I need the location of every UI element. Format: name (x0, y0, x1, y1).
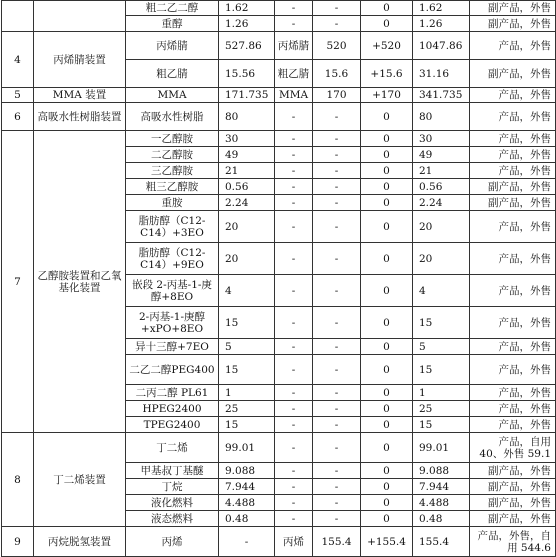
total-output: 99.01 (413, 433, 470, 463)
total-output: 4 (413, 275, 470, 307)
remark: 产品，外售 (470, 385, 556, 401)
current-output: 30 (219, 131, 275, 147)
product-name: 2-丙基-1-庚醇+xPO+8EO (126, 307, 219, 339)
current-output: 25 (219, 401, 275, 417)
new-product: 丙烯 (275, 527, 313, 557)
total-output: 20 (413, 211, 470, 243)
group-number: 9 (2, 527, 34, 557)
new-product: - (275, 147, 313, 163)
remark: 产品，外售 (470, 401, 556, 417)
total-output: 9.088 (413, 463, 470, 479)
total-output: 1 (413, 385, 470, 401)
new-product: - (275, 479, 313, 495)
new-output: 155.4 (313, 527, 361, 557)
current-output: 20 (219, 211, 275, 243)
current-output: 171.735 (219, 88, 275, 103)
total-output: 0.56 (413, 179, 470, 195)
current-output: 1.26 (219, 16, 275, 32)
remark: 产品，外售 (470, 32, 556, 60)
product-name: 二乙二醇PEG400 (126, 355, 219, 385)
product-name: 重醇 (126, 16, 219, 32)
total-output: 5 (413, 339, 470, 355)
change-value: 0 (361, 339, 413, 355)
remark: 副产品，外售 (470, 179, 556, 195)
total-output: 1.62 (413, 1, 470, 16)
table-row (2, 433, 556, 463)
table-row (2, 88, 556, 103)
product-name: 粗三乙醇胺 (126, 179, 219, 195)
product-name: MMA (126, 88, 219, 103)
remark: 产品，外售 (470, 339, 556, 355)
new-output: - (313, 179, 361, 195)
remark: 产品，外售 (470, 147, 556, 163)
table-row (2, 527, 556, 557)
product-name: 丁烷 (126, 479, 219, 495)
new-output: - (313, 103, 361, 131)
total-output: 15 (413, 417, 470, 433)
new-product: - (275, 163, 313, 179)
new-output: - (313, 495, 361, 511)
total-output: 0.48 (413, 511, 470, 527)
new-product: - (275, 243, 313, 275)
change-value: 0 (361, 211, 413, 243)
new-output: 170 (313, 88, 361, 103)
product-name: 二丙二醇 PL61 (126, 385, 219, 401)
current-output: 4.488 (219, 495, 275, 511)
new-output: - (313, 463, 361, 479)
remark: 产品，外售 (470, 163, 556, 179)
remark: 产品，外售 (470, 355, 556, 385)
new-product: - (275, 463, 313, 479)
new-output: - (313, 16, 361, 32)
new-product: - (275, 401, 313, 417)
new-product: - (275, 385, 313, 401)
total-output: 4.488 (413, 495, 470, 511)
remark: 副产品，外售 (470, 495, 556, 511)
current-output: 15.56 (219, 60, 275, 88)
total-output: 7.944 (413, 479, 470, 495)
new-product: - (275, 211, 313, 243)
current-output: 0.48 (219, 511, 275, 527)
table-row (2, 131, 556, 147)
product-name: 高吸水性树脂 (126, 103, 219, 131)
remark: 副产品，外售 (470, 16, 556, 32)
change-value: 0 (361, 275, 413, 307)
new-product: - (275, 355, 313, 385)
group-number: 4 (2, 32, 34, 88)
remark: 产品，自用 40、外售 59.1 (470, 433, 556, 463)
remark: 产品，外售 (470, 211, 556, 243)
change-value: 0 (361, 401, 413, 417)
current-output: 1 (219, 385, 275, 401)
product-name: 重胺 (126, 195, 219, 211)
product-name: 一乙醇胺 (126, 131, 219, 147)
change-value: 0 (361, 179, 413, 195)
current-output: 9.088 (219, 463, 275, 479)
total-output: 21 (413, 163, 470, 179)
change-value: 0 (361, 307, 413, 339)
total-output: 15 (413, 307, 470, 339)
change-value: 0 (361, 463, 413, 479)
new-output: - (313, 401, 361, 417)
new-output: - (313, 163, 361, 179)
product-name: TPEG2400 (126, 417, 219, 433)
remark: 产品，外售 (470, 243, 556, 275)
remark: 副产品，外售 (470, 511, 556, 527)
current-output: 21 (219, 163, 275, 179)
total-output: 20 (413, 243, 470, 275)
product-name: 脂肪醇（C12-C14）+9EO (126, 243, 219, 275)
new-output: - (313, 275, 361, 307)
product-name: 异十三醇+7EO (126, 339, 219, 355)
group-number: 7 (2, 131, 34, 433)
total-output: 25 (413, 401, 470, 417)
group-number: 6 (2, 103, 34, 131)
remark: 副产品，外售 (470, 60, 556, 88)
product-name: 嵌段 2-丙基-1-庚醇+8EO (126, 275, 219, 307)
current-output: 7.944 (219, 479, 275, 495)
product-name: HPEG2400 (126, 401, 219, 417)
total-output: 155.4 (413, 527, 470, 557)
remark: 副产品，外售 (470, 1, 556, 16)
new-product: - (275, 16, 313, 32)
table-row (2, 103, 556, 131)
new-output: - (313, 511, 361, 527)
current-output: 0.56 (219, 179, 275, 195)
current-output: 2.24 (219, 195, 275, 211)
cell-empty (34, 1, 126, 32)
total-output: 1.26 (413, 16, 470, 32)
change-value: 0 (361, 195, 413, 211)
current-output: 15 (219, 417, 275, 433)
total-output: 80 (413, 103, 470, 131)
change-value: +520 (361, 32, 413, 60)
product-name: 丙烯腈 (126, 32, 219, 60)
change-value: 0 (361, 495, 413, 511)
new-product: 丙烯腈 (275, 32, 313, 60)
new-product: - (275, 131, 313, 147)
change-value: 0 (361, 103, 413, 131)
current-output: 99.01 (219, 433, 275, 463)
change-value: 0 (361, 417, 413, 433)
change-value: 0 (361, 479, 413, 495)
remark: 产品，外售 (470, 103, 556, 131)
new-output: 520 (313, 32, 361, 60)
product-name: 脂肪醇（C12-C14）+3EO (126, 211, 219, 243)
new-product: - (275, 307, 313, 339)
current-output: 5 (219, 339, 275, 355)
new-output: - (313, 131, 361, 147)
group-number: 8 (2, 433, 34, 527)
new-output: - (313, 195, 361, 211)
product-name: 粗二乙二醇 (126, 1, 219, 16)
total-output: 2.24 (413, 195, 470, 211)
total-output: 30 (413, 131, 470, 147)
new-product: - (275, 433, 313, 463)
new-output: - (313, 479, 361, 495)
new-output: - (313, 147, 361, 163)
new-product: - (275, 495, 313, 511)
group-number: 5 (2, 88, 34, 103)
remark: 产品，外售 (470, 275, 556, 307)
new-output: - (313, 307, 361, 339)
new-product: - (275, 511, 313, 527)
current-output: 15 (219, 307, 275, 339)
product-name: 丙烯 (126, 527, 219, 557)
total-output: 49 (413, 147, 470, 163)
unit-name: 乙醇胺装置和乙氧基化装置 (34, 131, 126, 433)
remark: 产品，外售 (470, 307, 556, 339)
change-value: 0 (361, 131, 413, 147)
remark: 产品，外售 (470, 88, 556, 103)
cell-empty (2, 1, 34, 32)
total-output: 15 (413, 355, 470, 385)
current-output: - (219, 527, 275, 557)
current-output: 20 (219, 243, 275, 275)
remark: 副产品，外售 (470, 463, 556, 479)
current-output: 527.86 (219, 32, 275, 60)
table-row (2, 1, 556, 16)
unit-name: 丙烯腈装置 (34, 32, 126, 88)
change-value: 0 (361, 433, 413, 463)
change-value: 0 (361, 511, 413, 527)
new-output: - (313, 1, 361, 16)
product-name: 二乙醇胺 (126, 147, 219, 163)
change-value: +15.6 (361, 60, 413, 88)
new-product: - (275, 103, 313, 131)
new-output: - (313, 339, 361, 355)
unit-name: 丁二烯装置 (34, 433, 126, 527)
remark: 副产品，外售 (470, 195, 556, 211)
current-output: 4 (219, 275, 275, 307)
remark: 产品，外售 (470, 417, 556, 433)
new-output: - (313, 417, 361, 433)
new-output: 15.6 (313, 60, 361, 88)
current-output: 49 (219, 147, 275, 163)
new-product: - (275, 417, 313, 433)
product-name: 液化燃料 (126, 495, 219, 511)
change-value: 0 (361, 243, 413, 275)
unit-name: 丙烷脱氢装置 (34, 527, 126, 557)
total-output: 1047.86 (413, 32, 470, 60)
change-value: 0 (361, 355, 413, 385)
change-value: +155.4 (361, 527, 413, 557)
table-row (2, 32, 556, 60)
current-output: 80 (219, 103, 275, 131)
remark: 副产品，外售 (470, 479, 556, 495)
product-name: 丁二烯 (126, 433, 219, 463)
new-product: - (275, 1, 313, 16)
unit-name: 高吸水性树脂装置 (34, 103, 126, 131)
product-name: 甲基叔丁基醚 (126, 463, 219, 479)
change-value: 0 (361, 385, 413, 401)
product-name: 三乙醇胺 (126, 163, 219, 179)
new-output: - (313, 355, 361, 385)
product-table (1, 0, 556, 557)
product-name: 液态燃料 (126, 511, 219, 527)
new-product: MMA (275, 88, 313, 103)
current-output: 1.62 (219, 1, 275, 16)
new-product: - (275, 195, 313, 211)
change-value: +170 (361, 88, 413, 103)
new-product: - (275, 339, 313, 355)
change-value: 0 (361, 163, 413, 179)
new-output: - (313, 385, 361, 401)
remark: 产品，外售，自用 544.6 (470, 527, 556, 557)
change-value: 0 (361, 1, 413, 16)
change-value: 0 (361, 147, 413, 163)
remark: 产品，外售 (470, 131, 556, 147)
total-output: 341.735 (413, 88, 470, 103)
unit-name: MMA 装置 (34, 88, 126, 103)
current-output: 15 (219, 355, 275, 385)
new-product: - (275, 275, 313, 307)
new-output: - (313, 243, 361, 275)
new-product: - (275, 179, 313, 195)
change-value: 0 (361, 16, 413, 32)
new-product: 粗乙腈 (275, 60, 313, 88)
new-output: - (313, 433, 361, 463)
total-output: 31.16 (413, 60, 470, 88)
product-name: 粗乙腈 (126, 60, 219, 88)
new-output: - (313, 211, 361, 243)
